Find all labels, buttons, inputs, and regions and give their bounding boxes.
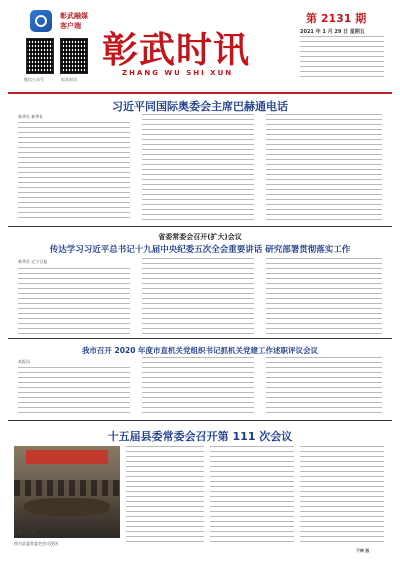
article-kicker: 省委常委会召开(扩大)会议	[158, 233, 242, 241]
article-body	[142, 114, 254, 220]
article-byline: 新华社 辽宁日报	[18, 259, 48, 264]
article-body	[210, 446, 294, 542]
article-body	[300, 446, 384, 542]
article-headline: 十五届县委常委会召开第 111 次会议	[107, 430, 293, 443]
article-body	[266, 357, 382, 415]
qr-code-right[interactable]	[60, 38, 88, 74]
article-body	[18, 122, 130, 220]
masthead-pinyin: ZHANG WU SHI XUN	[122, 69, 234, 77]
photo-caption: 图为县委常委会会议现场	[14, 541, 58, 546]
article-byline: 本报讯	[18, 359, 30, 364]
footer-jump: 下转 版	[356, 548, 370, 553]
qr-code-left[interactable]	[26, 38, 54, 74]
section-divider	[8, 338, 392, 339]
article-headline: 习近平同国际奥委会主席巴赫通电话	[112, 100, 288, 113]
article-body	[18, 367, 130, 415]
article-body	[142, 357, 254, 415]
issue-number: 第 2131 期	[306, 12, 367, 25]
app-logo-icon	[30, 10, 52, 32]
article-headline: 我市召开 2020 年度市直机关党组织书记抓机关党建工作述职评议会议	[81, 346, 319, 355]
masthead-title: 彰武时讯	[102, 29, 251, 71]
publication-date: 2021 年 1 月 29 日 星期五	[300, 29, 365, 35]
section-divider	[8, 226, 392, 227]
article-body	[266, 258, 382, 334]
publisher-info	[300, 36, 384, 80]
article-headline: 传达学习习近平总书记十九届中央纪委五次全会重要讲话 研究部署贯彻落实工作	[49, 245, 351, 255]
section-divider	[8, 420, 392, 421]
qr-label-left: 微信公众号	[24, 77, 44, 82]
article-body	[142, 258, 254, 334]
article-byline: 新华社 新华社	[18, 114, 44, 119]
article-body	[126, 446, 204, 542]
article-body	[18, 268, 130, 334]
article-byline: 记者 于一鸣	[14, 530, 36, 535]
article-body	[266, 114, 382, 220]
masthead-divider	[8, 92, 392, 94]
app-badge-line2: 客户端	[60, 22, 81, 30]
article-photo	[14, 446, 120, 538]
masthead	[0, 0, 400, 92]
app-badge-line1: 彰武融媒	[60, 12, 88, 20]
qr-label-right: 彰武时讯	[61, 77, 77, 82]
